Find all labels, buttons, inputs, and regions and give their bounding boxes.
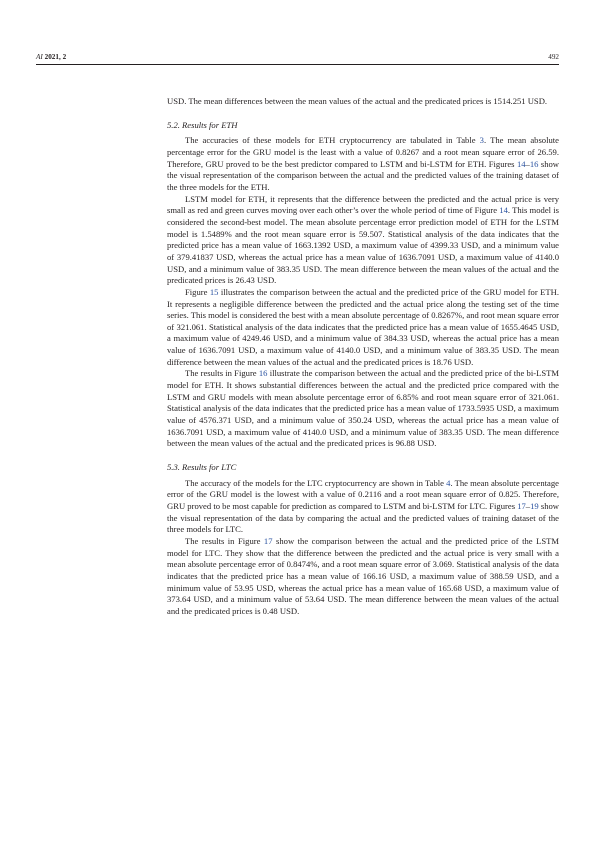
text-segment: The results in Figure bbox=[185, 535, 264, 546]
text-segment: . This model is considered the second-best model. The mean absolute percentage error prediction model of ETH for the LSTM model is 1.5489% and the root mean square error is 59.507. Statistical analysis of the data indicates that the predicted price has a mean value of 1663.1392 USD, a maximum value of 4399.33 USD, and a minimum value of 379.41837 USD, whereas the actual price has a mean value of 1636.7091 USD, a maximum value of 4140.0 USD, and a minimum value of 383.35 USD. The mean difference between the mean values of the actual and the predicated prices is 26.43 USD. bbox=[167, 205, 559, 286]
paragraph-eth-gru bbox=[167, 287, 559, 369]
en-dash: – bbox=[525, 501, 531, 511]
text-segment: show the comparison between the actual and the predicted price of the LSTM model for LTC. They show that the difference between the predicted and the actual price is very small with a mean absolute percentage error of 0.8474%, and a root mean square error of 3.069. Statistical analysis of the data indicates that the predicted price has a mean value of 166.16 USD, a maximum value of 388.59 USD, and a minimum value of 53.95 USD, whereas the actual price has a mean value of 165.68 USD, a maximum value of 373.64 USD, and a minimum value of 53.64 USD. The mean difference between the mean values of the actual and the predicated prices is 0.48 USD. bbox=[167, 535, 559, 616]
page-number: 492 bbox=[548, 53, 559, 61]
table-reference-link[interactable]: 3 bbox=[479, 135, 484, 146]
figure-reference-link[interactable]: 14 bbox=[516, 158, 526, 169]
text-segment: LSTM model for ETH, it represents that the difference between the predicted and the actual price is very small as red and green curves moving over each other’s over the whole period of time of Figure bbox=[167, 193, 559, 216]
en-dash: – bbox=[525, 158, 530, 169]
paragraph-continuation: USD. The mean differences between the mean values of the actual and the predicated prices is 1514.251 USD. bbox=[167, 96, 548, 106]
journal-year-volume: 2021, 2 bbox=[44, 53, 67, 61]
text-segment: illustrate the comparison between the actual and the predicted price of the bi-LSTM model for ETH. It shows substantial differences between the actual and the predicted price compared with the LSTM and GRU models with mean absolute percentage error of 6.85% and root mean square error of 321.061. Statistical analysis of the data indicates that the predicted price has a mean value of 1733.5935 USD, a maximum value of 4576.371 USD, and a minimum value of 350.24 USD, whereas the actual price has a mean value of 1636.7091 USD, a maximum value of 4140.0 USD, and a minimum value of 383.35 USD. The mean difference between the mean values of the actual and the predicated prices is 96.88 USD. bbox=[167, 368, 559, 449]
figure-reference-link[interactable]: 14 bbox=[499, 205, 508, 216]
running-header bbox=[36, 50, 559, 65]
text-segment: show the visual representation of the data by comparing the actual and the predicted values of training dataset of the three models for LTC. bbox=[167, 501, 559, 535]
text-segment: Figure bbox=[185, 286, 210, 297]
paragraph-ltc-accuracy bbox=[167, 478, 559, 536]
text-segment: show the visual representation of the comparison between the actual and the predicted values of the training dataset of the three models for the ETH. bbox=[167, 158, 560, 192]
journal-name: AI bbox=[36, 53, 43, 61]
paragraph-eth-accuracy bbox=[167, 135, 559, 193]
figure-reference-link[interactable]: 19 bbox=[530, 501, 539, 511]
text-segment: The accuracies of these models for ETH cryptocurrency are tabulated in Table bbox=[185, 135, 480, 146]
paragraph-ltc-lstm bbox=[167, 536, 559, 618]
text-segment: illustrates the comparison between the actual and the predicted price of the GRU model for ETH. It represents a negligible difference between the predicted and the actual price along the testing set of the time series. This model is considered the best with a mean absolute percentage of 0.8267%, and root mean square error of 321.061. Statistical analysis of the data indicates that the predicted price has a mean value of 1655.4645 USD, a maximum value of 4249.46 USD, and a minimum value of 384.33 USD, whereas the actual price has a mean value of 1636.7091 USD, a maximum value of 4140.0 USD, and a minimum value of 383.35 USD. The mean difference between the mean values of the actual and the predicated prices is 18.76 USD. bbox=[167, 286, 559, 367]
figure-reference-link[interactable]: 15 bbox=[209, 286, 219, 297]
section-heading-eth: 5.2. Results for ETH bbox=[167, 119, 238, 130]
figure-reference-link[interactable]: 16 bbox=[258, 368, 268, 379]
table-reference-link[interactable]: 4 bbox=[446, 477, 451, 488]
paragraph-eth-bilstm bbox=[167, 368, 559, 450]
figure-reference-link[interactable]: 17 bbox=[263, 535, 273, 546]
section-heading-ltc: 5.3. Results for LTC bbox=[167, 462, 237, 473]
main-text bbox=[167, 96, 559, 618]
text-segment: . The mean absolute percentage error of the GRU model is the lowest with a value of 0.2116 and a root mean square error of 0.825. Therefore, GRU proved to be most capable for prediction as compared to LSTM and bi-LSTM for LTC. Figures bbox=[167, 477, 559, 511]
figure-reference-link[interactable]: 17 bbox=[517, 501, 526, 511]
paragraph-eth-lstm bbox=[167, 194, 559, 287]
text-segment: The results in Figure bbox=[185, 368, 259, 379]
text-segment: . The mean absolute percentage error for the GRU model is the least with a value of 0.8267 and a root mean square error of 26.59. Therefore, GRU proved to be the best predictor compared to LSTM and bi-LSTM for ETH. Figures bbox=[167, 135, 559, 169]
figure-reference-link[interactable]: 16 bbox=[529, 158, 539, 169]
journal-citation bbox=[36, 53, 66, 61]
text-segment: The accuracy of the models for the LTC cryptocurrency are shown in Table bbox=[185, 477, 447, 488]
